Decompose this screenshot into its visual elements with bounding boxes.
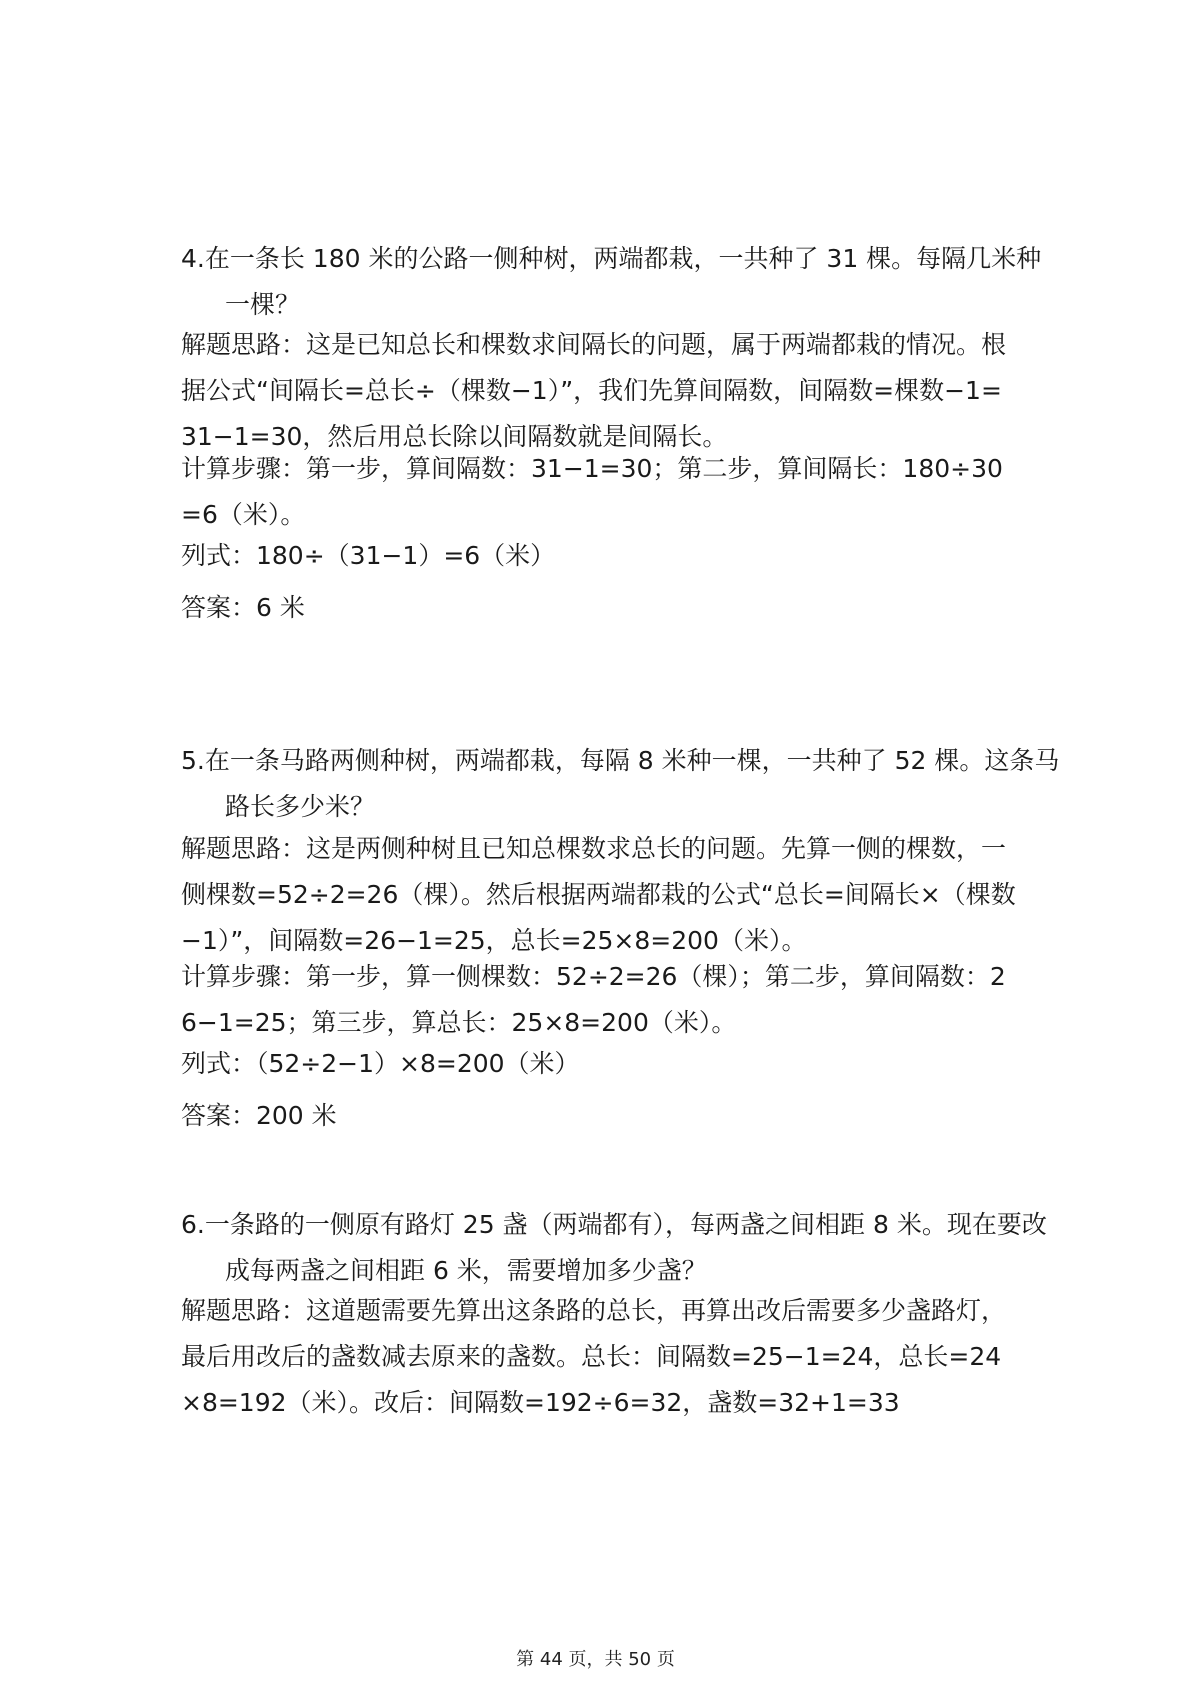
problem-4-answer: 答案：6 米 [181,593,305,622]
page-number-footer: 第 44 页，共 50 页 [516,1649,675,1670]
problem-5-approach: 解题思路：这是两侧种树且已知总棵数求总长的问题。先算一侧的棵数，一侧棵数=52÷2=26（棵）。然后根据两端都栽的公式“总长=间隔长×（棵数−1）”，间隔数=26−1=25，总长=25×8=200（米）。 [181,834,1016,955]
problem-4-formula: 列式：180÷（31−1）=6（米） [181,541,556,570]
problem-4-steps: 计算步骤：第一步，算间隔数：31−1=30；第二步，算间隔长：180÷30=6（米）。 [181,454,1003,529]
problem-6-question: 6.一条路的一侧原有路灯 25 盏（两端都有），每两盏之间相距 8 米。现在要改成每两盏之间相距 6 米，需要增加多少盏？ [181,1210,1047,1285]
problem-4-approach: 解题思路：这是已知总长和棵数求间隔长的问题，属于两端都栽的情况。根据公式“间隔长=总长÷（棵数−1）”，我们先算间隔数，间隔数=棵数−1=31−1=30，然后用总长除以间隔数就是间隔长。 [181,330,1007,451]
problem-5-question: 5.在一条马路两侧种树，两端都栽，每隔 8 米种一棵，一共种了 52 棵。这条马路长多少米？ [181,746,1060,821]
problem-6-approach: 解题思路：这道题需要先算出这条路的总长，再算出改后需要多少盏路灯，最后用改后的盏数减去原来的盏数。总长：间隔数=25−1=24，总长=24×8=192（米）。改后：间隔数=192÷6=32，盏数=32+1=33 [181,1296,1007,1417]
problem-5-steps: 计算步骤：第一步，算一侧棵数：52÷2=26（棵）；第二步，算间隔数：26−1=25；第三步，算总长：25×8=200（米）。 [181,962,1006,1037]
problem-5-answer: 答案：200 米 [181,1101,337,1130]
problem-4-question: 4.在一条长 180 米的公路一侧种树，两端都栽，一共种了 31 棵。每隔几米种一棵？ [181,244,1042,319]
problem-5-formula: 列式：（52÷2−1）×8=200（米） [181,1049,580,1078]
